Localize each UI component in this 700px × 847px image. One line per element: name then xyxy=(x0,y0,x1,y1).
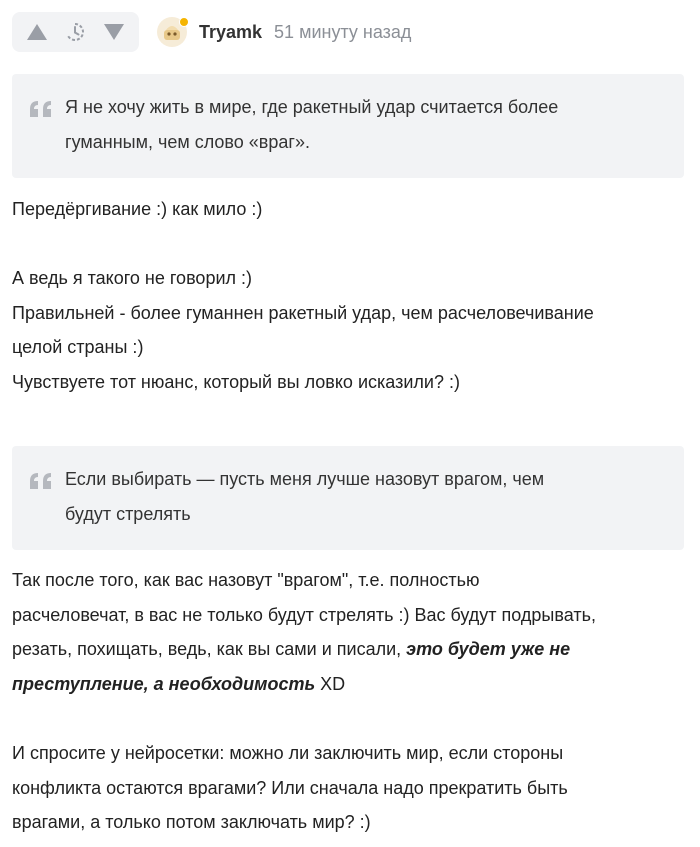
quote-line: будут стрелять xyxy=(65,504,191,524)
paragraph-line: Так после того, как вас назовут "врагом", т.е. полностью xyxy=(12,570,480,590)
quote-icon xyxy=(30,473,54,489)
comment-paragraph xyxy=(12,736,696,840)
paragraph-line: расчеловечат, в вас не только будут стрелять :) Вас будут подрывать, xyxy=(12,604,596,625)
comment-paragraph xyxy=(12,563,696,701)
clock-history-icon[interactable] xyxy=(61,18,89,46)
paragraph-line: конфликта остаются врагами? Или сначала надо прекратить быть xyxy=(12,777,568,798)
arrow-up-icon[interactable] xyxy=(23,18,51,46)
quote-text xyxy=(65,90,664,160)
plain-text: резать, похищать, ведь, как вы сами и писали, xyxy=(12,639,407,659)
emphasis-text: это будет уже не xyxy=(406,639,571,659)
comment-paragraph xyxy=(12,192,696,227)
paragraph-line xyxy=(12,667,696,702)
paragraph-line: Передёргивание :) как мило :) xyxy=(12,199,263,219)
paragraph-line: И спросите у нейросетки: можно ли заключить мир, если стороны xyxy=(12,743,564,763)
quote-line: Я не хочу жить в мире, где ракетный удар считается более xyxy=(65,97,559,117)
paragraph-line: Чувствуете тот нюанс, который вы ловко исказили? :) xyxy=(12,371,460,392)
username[interactable]: Tryamk xyxy=(199,21,263,42)
emphasis-text: преступление, а необходимость xyxy=(12,673,316,694)
paragraph-line: Правильней - более гуманнен ракетный удар, чем расчеловечивание xyxy=(12,302,594,323)
quote-text xyxy=(65,462,664,532)
comment-header xyxy=(12,12,411,52)
timestamp[interactable]: 51 минуту назад xyxy=(274,21,412,42)
comment-paragraph xyxy=(12,261,696,399)
quote-line: гуманным, чем слово «враг». xyxy=(65,132,310,152)
quote-line: Если выбирать — пусть меня лучше назовут врагом, чем xyxy=(65,469,545,489)
paragraph-line: врагами, а только потом заключать мир? :) xyxy=(12,812,371,832)
paragraph-line: целой страны :) xyxy=(12,337,144,357)
comment-author xyxy=(157,17,411,47)
paragraph-line xyxy=(12,632,696,667)
quote-block xyxy=(12,74,684,178)
avatar[interactable] xyxy=(157,17,187,47)
plain-text: XD xyxy=(315,673,346,694)
paragraph-line: А ведь я такого не говорил :) xyxy=(12,268,253,288)
online-indicator xyxy=(179,17,189,27)
arrow-down-icon[interactable] xyxy=(100,18,128,46)
quote-block xyxy=(12,446,684,550)
vote-controls xyxy=(12,12,139,52)
quote-icon xyxy=(30,101,54,117)
